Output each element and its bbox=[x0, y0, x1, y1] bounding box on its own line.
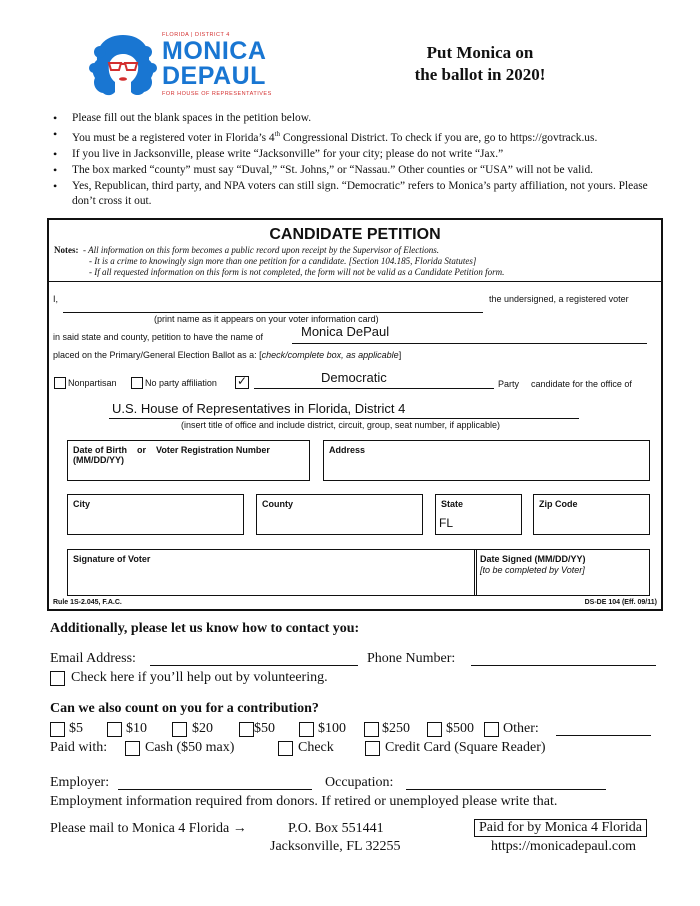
credit-card-checkbox[interactable] bbox=[365, 741, 380, 756]
county-label: County bbox=[262, 499, 293, 509]
payment-method-label: Cash ($50 max) bbox=[145, 740, 235, 755]
voter-name-field[interactable] bbox=[63, 312, 483, 313]
state-label: State bbox=[441, 499, 464, 509]
phone-label: Phone Number: bbox=[367, 651, 456, 666]
state-value: FL bbox=[439, 516, 454, 530]
phone-field[interactable] bbox=[471, 665, 656, 666]
address-label: Address bbox=[329, 445, 366, 455]
dob-label: Date of Birth bbox=[73, 445, 127, 455]
candidate-office-text: candidate for the office of bbox=[531, 379, 632, 389]
logo-top-text: FLORIDA | DISTRICT 4 bbox=[162, 32, 230, 38]
cash-checkbox[interactable] bbox=[125, 741, 140, 756]
logo-bottom-text: FOR HOUSE OF REPRESENTATIVES bbox=[162, 91, 272, 97]
form-id: DS-DE 104 (Eff. 09/11) bbox=[584, 599, 657, 606]
notes-divider bbox=[49, 281, 661, 282]
candidate-name-line bbox=[292, 343, 647, 344]
amount-checkbox-20[interactable] bbox=[172, 722, 187, 737]
no-party-label: No party affiliation bbox=[145, 378, 217, 388]
headline-line1: Put Monica on bbox=[426, 43, 534, 62]
placed-text: placed on the Primary/General Election Ballot as a: [check/complete box, as applicable] bbox=[53, 350, 402, 360]
amount-label: $20 bbox=[192, 721, 213, 736]
instruction-item: • You must be a registered voter in Florida’s 4th Congressional District. To check if you are, go to https://govtrack.us. bbox=[50, 127, 670, 146]
address-field[interactable] bbox=[323, 440, 650, 481]
party-label: Party bbox=[498, 379, 520, 389]
county-field[interactable] bbox=[256, 494, 423, 535]
contact-heading: Additionally, please let us know how to contact you: bbox=[50, 621, 360, 636]
amount-checkbox-500[interactable] bbox=[427, 722, 442, 737]
party-line bbox=[254, 388, 494, 389]
amount-checkbox-100[interactable] bbox=[299, 722, 314, 737]
party-checkbox-checked[interactable] bbox=[235, 376, 249, 389]
instruction-item: • Please fill out the blank spaces in the petition below. bbox=[50, 111, 670, 126]
instruction-item: • Yes, Republican, third party, and NPA voters can still sign. “Democratic” refers to Monica’s party affiliation, not yours. Please don’t cross it out. bbox=[50, 179, 670, 209]
petition-notes bbox=[54, 245, 504, 278]
logo-portrait-icon bbox=[88, 32, 158, 98]
check-mark-icon: ✓ bbox=[237, 374, 248, 388]
employer-label: Employer: bbox=[50, 775, 110, 790]
headline-line2: the ballot in 2020! bbox=[414, 65, 546, 84]
note-line: - It is a crime to knowingly sign more than one petition for a candidate. [Section 104.185, Florida Statutes] bbox=[89, 256, 477, 266]
mail-city: Jacksonville, FL 32255 bbox=[270, 839, 401, 854]
amount-label: $50 bbox=[254, 721, 275, 736]
print-name-hint: (print name as it appears on your voter information card) bbox=[154, 314, 379, 324]
logo-name-line2: DEPAUL bbox=[162, 62, 266, 90]
amount-checkbox-50[interactable] bbox=[239, 722, 254, 737]
candidate-petition-form bbox=[47, 218, 663, 611]
date-signed-hint: [to be completed by Voter] bbox=[480, 565, 585, 575]
instructions-list bbox=[50, 111, 670, 210]
website: https://monicadepaul.com bbox=[491, 839, 637, 854]
dob-voter-reg-field[interactable] bbox=[67, 440, 310, 481]
amount-checkbox-other[interactable] bbox=[484, 722, 499, 737]
amount-label: Other: bbox=[503, 721, 539, 736]
payment-method-label: Credit Card (Square Reader) bbox=[385, 740, 546, 755]
occupation-field[interactable] bbox=[406, 789, 606, 790]
note-line: - If all requested information on this form is not completed, the form will not be valid as a Candidate Petition form. bbox=[89, 267, 505, 277]
amount-label: $250 bbox=[382, 721, 410, 736]
amount-checkbox-250[interactable] bbox=[364, 722, 379, 737]
check-checkbox[interactable] bbox=[278, 741, 293, 756]
mail-label: Please mail to Monica 4 Florida → bbox=[50, 821, 247, 836]
signature-field[interactable] bbox=[67, 549, 477, 596]
amount-label: $10 bbox=[126, 721, 147, 736]
office-hint: (insert title of office and include district, circuit, group, seat number, if applicable) bbox=[181, 420, 500, 430]
note-line: - All information on this form becomes a public record upon receipt by the Supervisor of Elections. bbox=[83, 245, 440, 255]
po-box: P.O. Box 551441 bbox=[288, 821, 384, 836]
undersigned-text: the undersigned, a registered voter bbox=[489, 294, 629, 304]
signature-label: Signature of Voter bbox=[73, 554, 151, 564]
nonpartisan-checkbox[interactable] bbox=[54, 377, 66, 389]
employer-field[interactable] bbox=[118, 789, 312, 790]
instruction-item: • The box marked “county” must say “Duval,” “St. Johns,” or “Nassau.” Other counties or “USA” will not be valid. bbox=[50, 163, 670, 178]
volunteer-checkbox[interactable] bbox=[50, 671, 65, 686]
email-field[interactable] bbox=[150, 665, 358, 666]
no-party-checkbox[interactable] bbox=[131, 377, 143, 389]
state-field[interactable] bbox=[435, 494, 522, 535]
party-value: Democratic bbox=[321, 370, 387, 385]
amount-checkbox-5[interactable] bbox=[50, 722, 65, 737]
paid-with-label: Paid with: bbox=[50, 740, 108, 755]
contribution-heading: Can we also count on you for a contribution? bbox=[50, 701, 319, 716]
other-amount-field[interactable] bbox=[556, 735, 651, 736]
rule-footer: Rule 1S-2.045, F.A.C. bbox=[53, 599, 122, 606]
paid-for-disclaimer: Paid for by Monica 4 Florida bbox=[474, 819, 647, 837]
dob-format: (MM/DD/YY) bbox=[73, 455, 124, 465]
amount-label: $100 bbox=[318, 721, 346, 736]
nonpartisan-label: Nonpartisan bbox=[68, 378, 117, 388]
state-county-text: in said state and county, petition to have the name of bbox=[53, 332, 263, 342]
petition-title: CANDIDATE PETITION bbox=[269, 226, 441, 243]
amount-label: $500 bbox=[446, 721, 474, 736]
zip-code-field[interactable] bbox=[533, 494, 650, 535]
date-signed-label: Date Signed (MM/DD/YY) bbox=[480, 554, 586, 564]
city-field[interactable] bbox=[67, 494, 244, 535]
amount-checkbox-10[interactable] bbox=[107, 722, 122, 737]
amount-label: $5 bbox=[69, 721, 83, 736]
or-label: or bbox=[137, 445, 147, 455]
campaign-logo bbox=[88, 30, 278, 100]
email-label: Email Address: bbox=[50, 651, 136, 666]
employment-note: Employment information required from donors. If retired or unemployed please write that. bbox=[50, 794, 558, 809]
payment-method-label: Check bbox=[298, 740, 334, 755]
notes-label: Notes: bbox=[54, 245, 79, 255]
volunteer-label: Check here if you’ll help out by volunteering. bbox=[71, 670, 328, 685]
candidate-name: Monica DePaul bbox=[301, 324, 390, 339]
i-label: I, bbox=[53, 294, 59, 304]
date-signed-field[interactable] bbox=[474, 549, 650, 596]
logo-name-line1: MONICA bbox=[162, 37, 267, 65]
occupation-label: Occupation: bbox=[325, 775, 394, 790]
office-value: U.S. House of Representatives in Florida, District 4 bbox=[112, 401, 406, 416]
instruction-item: • If you live in Jacksonville, please write “Jacksonville” for your city; please do not write “Jax.” bbox=[50, 147, 670, 162]
office-line bbox=[109, 418, 579, 419]
headline bbox=[380, 42, 580, 86]
city-label: City bbox=[73, 499, 91, 509]
voter-reg-label: Voter Registration Number bbox=[156, 445, 270, 455]
zip-code-label: Zip Code bbox=[539, 499, 578, 509]
